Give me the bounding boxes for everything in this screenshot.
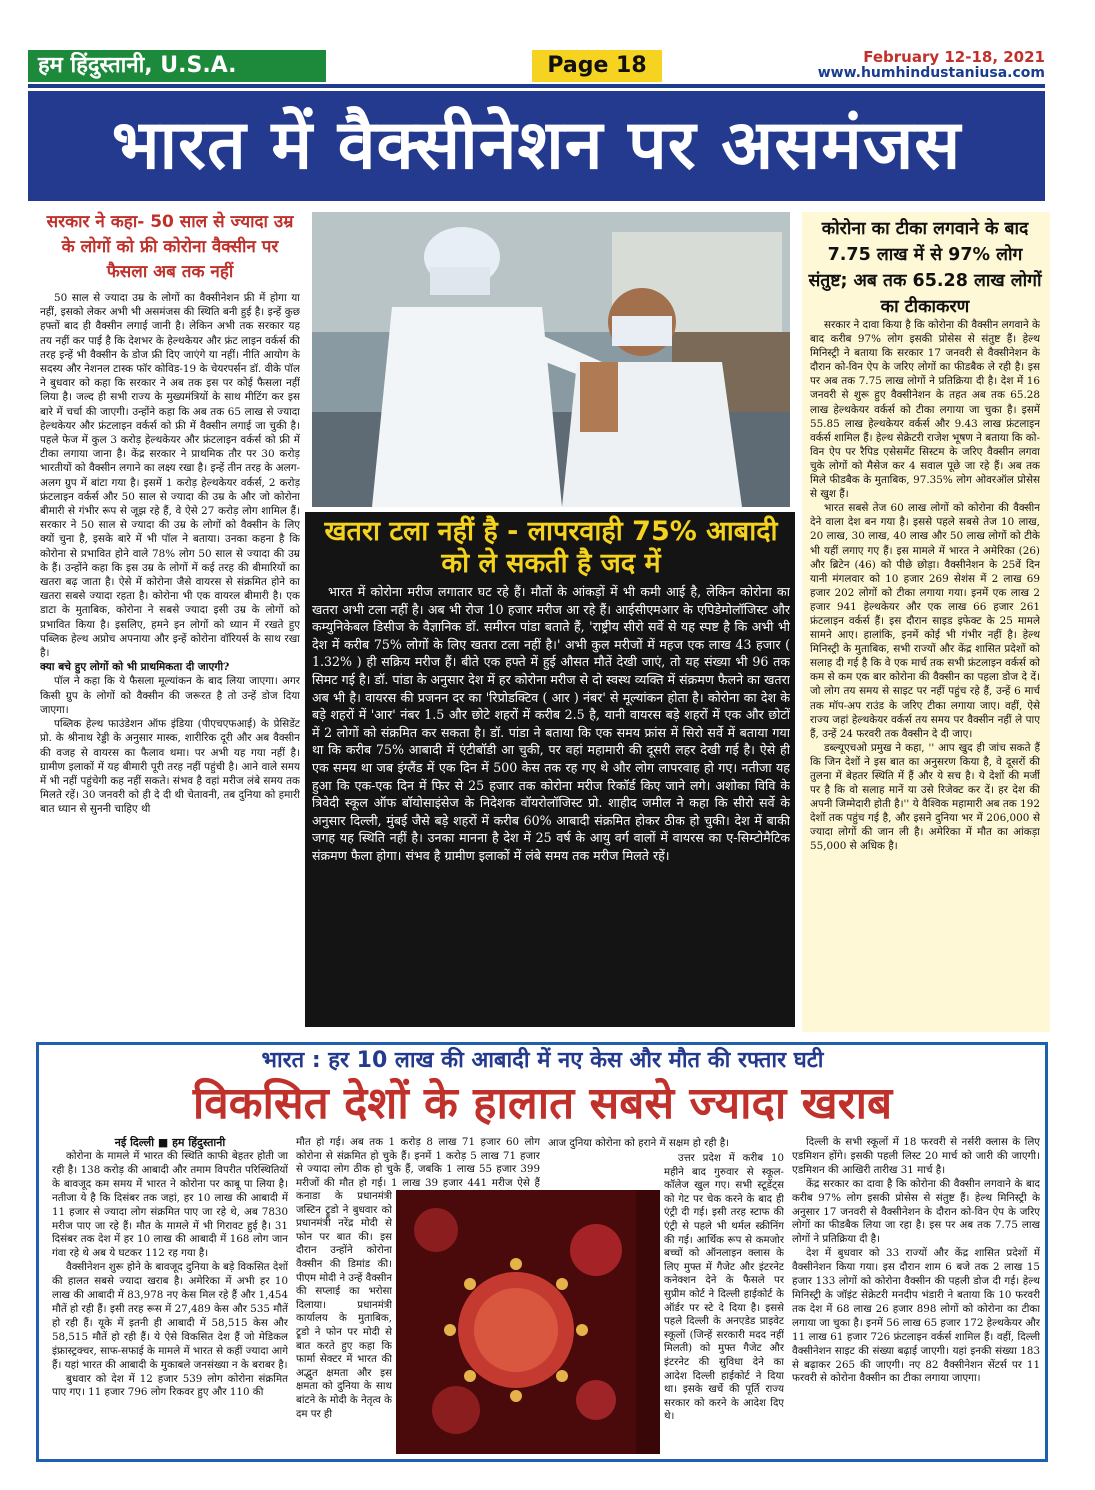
lower-article-paragraph: कोरोना के मामले में भारत की स्थिति काफी बेहतर होती जा रही है। 138 करोड़ की आबादी और तमाम विपरीत परिस्थितियों के बावजूद कम समय में भारत ने कोरोना पर काबू पा लिया है। नतीजा ये है कि दिसंबर तक जहां, हर 10 लाख की आबादी में 11 हजार से ज्यादा लोग संक्रमित पाए जा रहे थे, अब 7830 मरीज पाए जा रहे हैं। मौत के मामले में भी गिरावट हुई है। 31 दिसंबर तक देश में हर 10 लाख की आबादी में 168 लोग जान गंवा रहे थे अब ये घटकर 112 रह गया है। (52, 1150, 288, 1260)
lower-article-column-3-top (548, 1136, 784, 1152)
left-article-paragraph: पब्लिक हेल्थ फाउंडेशन ऑफ इंडिया (पीएचएफआई) के प्रेसिडेंट प्रो. के श्रीनाथ रेड्डी के अनुसार मास्क, शारीरिक दूरी और अब वैक्सीन की वजह से वायरस का फैलाव थमा। पर अभी यह गया नहीं है। ग्रामीण इलाकों में यह बीमारी पूरी तरह नहीं पहुंची है। आने वाले समय में भी नहीं पहुंचेगी कह नहीं सकते। संभव है वहां मरीज लंबे समय तक मिलते रहें। 30 जनवरी को ही दे दी थी चेतावनी, तब दुनिया को हमारी बात ध्यान से सुननी चाहिए थी (40, 718, 300, 816)
left-article-headline: सरकार ने कहा- 50 साल से ज्यादा उम्र के लोगों को फ्री कोरोना वैक्सीन पर फैसला अब तक नहीं (46, 212, 294, 282)
lower-article-paragraph: आज दुनिया कोरोना को हराने में सक्षम हो रही है। (548, 1137, 730, 1149)
coronavirus-illustration (396, 1190, 660, 1454)
right-article-headline: कोरोना का टीका लगवाने के बाद 7.75 लाख में से 97% लोग संतुष्ट; अब तक 65.28 लाख लोगों का टीकाकरण (808, 219, 1042, 317)
left-article (40, 210, 300, 1035)
center-article-paragraph: भारत में कोरोना मरीज लगातार घट रहे हैं। मौतों के आंकड़ों में भी कमी आई है, लेकिन कोरोना का खतरा अभी टला नहीं है। अब भी रोज 10 हजार मरीज आ रहे हैं। आईसीएमआर के एपिडेमोलॉजिस्ट और कम्युनिकेबल डिसीज के वैज्ञानिक डॉ. समीरन पांडा बताते हैं, 'राष्ट्रीय सीरो सर्वे से यह स्पष्ट है कि अभी भी देश में करीब 75% लोगों के लिए खतरा टला नहीं है।' अभी कुल मरीजों में महज एक लाख 43 हजार ( 1.32% ) ही सक्रिय मरीज हैं। बीते एक हफ्ते में हुई औसत मौतें देखी जाएं, तो यह संख्या भी 96 तक सिमट गई है। डॉ. पांडा के अनुसार देश में हर कोरोना मरीज से दो स्वस्थ व्यक्ति में संक्रमण फैलने का खतरा अब भी है। वायरस की प्रजनन दर का 'रिप्रोडक्टिव ( आर ) नंबर' से मूल्यांकन होता है। कोरोना का देश के बड़े शहरों में 'आर' नंबर 1.5 और छोटे शहरों में करीब 2.5 है, यानी वायरस बड़े शहरों में एक और छोटों में 2 लोगों को संक्रमित कर सकता है। डॉ. पांडा ने बताया कि एक समय फ्रांस में सिरो सर्वे में बताया गया था कि करीब 75% आबादी में एंटीबॉडी आ चुकी, पर वहां महामारी की दूसरी लहर देखी गई है। ऐसे ही एक समय था जब इंग्लैंड में एक दिन में 500 केस तक रह गए थे और लोग लापरवाह हो गए। नतीजा यह हुआ कि एक-एक दिन में फिर से 25 हजार तक कोरोना मरीज रिकॉर्ड किए जाने लगे। अशोका विवि के त्रिवेदी स्कूल ऑफ बॉयोसाइंसेज के निदेशक वॉयरोलॉजिस्ट प्रो. शाहीद जमील ने कहा कि सीरो सर्वे के अनुसार दिल्ली, मुंबई जैसे बड़े शहरों में करीब 60% आबादी संक्रमित होकर ठीक हो चुकी। देश में बाकी जगह यह स्थिति नहीं है। उनका मानना है देश में 25 वर्ष के आयु वर्ग वालों में वायरस का ए-सिम्टोमैटिक संक्रमण फैला होगा। संभव है ग्रामीण इलाकों में लंबे समय तक मरीज मिलते रहें। (312, 584, 790, 863)
lower-article-paragraph: उत्तर प्रदेश में करीब 10 महीने बाद गुरुवार से स्कूल-कॉलेज खुल गए। सभी स्टूडेंट्स को गेट पर चेक करने के बाद ही एंट्री दी गई। इसी तरह स्टाफ की एंट्री से पहले भी थर्मल स्क्रीनिंग की गई। आर्थिक रूप से कमजोर बच्चों को ऑनलाइन क्लास के लिए मुफ्त में गैजेट और इंटरनेट कनेक्शन देने के फैसले पर सुप्रीम कोर्ट ने दिल्ली हाईकोर्ट के ऑर्डर पर स्टे दे दिया है। इससे पहले दिल्ली के अनएडेड प्राइवेट स्कूलों (जिन्हें सरकारी मदद नहीं मिलती) को मुफ्त गैजेट और इंटरनेट की सुविधा देने का आदेश दिल्ली हाईकोर्ट ने दिया था। इसके खर्चे की पूर्ति राज्य सरकार को करने के आदेश दिए थे। (664, 1153, 784, 1423)
right-article-paragraph: डब्ल्यूएचओ प्रमुख ने कहा, '' आप खुद ही जांच सकते हैं कि जिन देशों ने इस बात का अनुसरण किया है, वे दूसरों की तुलना में बेहतर स्थिति में हैं और ये सच है। ये देशों की मर्जी पर है कि वो सलाह मानें या उसे रिजेक्ट कर दें। हर देश की अपनी जिम्मेदारी होती है।'' ये वैश्विक महामारी अब तक 192 देशों तक पहुंच गई है, और इसने दुनिया भर में 206,000 से ज्यादा लोगों की जान ली है। अमेरिका में मौत का आंकड़ा 55,000 से अधिक है। (810, 741, 1040, 853)
byline: नई दिल्ली ■ हम हिंदुस्तानी (114, 1136, 226, 1149)
center-article-headline: खतरा टला नहीं है - लापरवाही 75% आबादी को ले सकती है जद में (324, 516, 778, 579)
lower-article-paragraph: बुधवार को देश में 12 हजार 539 लोग कोरोना संक्रमित पाए गए। 11 हजार 796 लोग रिकवर हुए और 110 की (52, 1372, 288, 1399)
lower-article-column-2-side (296, 1190, 392, 1452)
lower-article-column-1 (52, 1136, 288, 1456)
left-article-paragraph: 50 साल से ज्यादा उम्र के लोगों का वैक्सीनेशन फ्री में होगा या नहीं, इसको लेकर अभी भी असमंजस की स्थिति बनी हुई है। इन्हें कुछ हफ्तों बाद ही वैक्सीन लगाई जानी है। लेकिन अभी तक सरकार यह तय नहीं कर पाई है कि देशभर के हेल्थकेयर और फ्रंट लाइन वर्कर्स की तरह इन्हें भी वैक्सीन के डोज फ्री दिए जाएंगे या नहीं। नीति आयोग के सदस्य और नेशनल टास्क फॉर कोविड-19 के चेयरपर्सन डॉ. वीके पॉल ने बुधवार को कहा कि सरकार ने अब तक इस पर कोई फैसला नहीं लिया है। जल्द ही सभी राज्य के मुख्यमंत्रियों के साथ मीटिंग कर इस बारे में चर्चा की जाएगी। उन्होंने कहा कि अब तक 65 लाख से ज्यादा हेल्थकेयर और फ्रंटलाइन वर्कर्स को फ्री में वैक्सीन लगाई जा चुकी है। पहले फेज में कुल 3 करोड़ हेल्थकेयर और फ्रंटलाइन वर्कर्स को फ्री में टीका लगाया जाना है। केंद्र सरकार ने प्राथमिक तौर पर 30 करोड़ भारतीयों को वैक्सीन लगाने का लक्ष्य रखा है। इन्हें तीन तरह के अलग-अलग ग्रुप में बांटा गया है। इसमें 1 करोड़ हेल्थकेयर वर्कर्स, 2 करोड़ फ्रंटलाइन वर्कर्स और 50 साल से ज्यादा की उम्र के और जो कोरोना बीमारी से गंभीर रूप से जूझ रहे हैं, वे ऐसे 27 करोड़ लोग शामिल हैं। सरकार ने 50 साल से ज्यादा की उम्र के लोगों को वैक्सीन के लिए क्यों चुना है, इसके बारे में भी पॉल ने बताया। उनका कहना है कि कोरोना से प्रभावित होने वाले 78% लोग 50 साल से ज्यादा की उम्र के हैं। उन्होंने कहा कि इस उम्र के लोगों में कई तरह की बीमारियों का खतरा बढ़ जाता है। ऐसे में कोरोना जैसे वायरस से संक्रमित होने का खतरा सबसे ज्यादा रहता है। कोरोना भी एक वायरल बीमारी है। एक डाटा के मुताबिक, कोरोना ने सबसे ज्यादा इसी उम्र के लोगों को प्रभावित किया है। इसलिए, हमने इन लोगों को ध्यान में रखते हुए पब्लिक हेल्थ अप्रोच अपनाया और इन्हें कोरोना वॉरियर्स के साथ रखा है। (40, 292, 300, 660)
lower-article-paragraph: मौत हो गई। अब तक 1 करोड़ 8 लाख 71 हजार 60 लोग कोरोना से संक्रमित हो चुके हैं। इनमें 1 करोड़ 5 लाख 71 हजार से ज्यादा लोग ठीक हो चुके हैं, जबकि 1 लाख 55 हजार 399 मरीजों की मौत हो गई। 1 लाख 39 हजार 441 मरीज ऐसे हैं (296, 1136, 540, 1189)
masthead: हम हिंदुस्तानी, U.S.A. (28, 50, 326, 82)
lower-article-column-2-top (296, 1136, 540, 1190)
lower-article-column-4 (792, 1136, 1040, 1456)
left-article-subheading: क्या बचे हुए लोगों को भी प्राथमिकता दी जाएगी? (40, 661, 230, 674)
lower-article-paragraph: वैक्सीनेशन शुरू होने के बावजूद दुनिया के बड़े विकसित देशों की हालत सबसे ज्यादा खराब है। अमेरिका में अभी हर 10 लाख की आबादी में 83,978 नए केस मिल रहे हैं और 1,454 मौतें हो रही हैं। इसी तरह रूस में 27,489 केस और 535 मौतें हो रही हैं। यूके में इतनी ही आबादी में 58,515 केस और 58,515 मौतें हो रही हैं। ये ऐसे विकसित देश हैं जो मेडिकल इंफ्रास्ट्रक्चर, साफ-सफाई के मामले में भारत से कहीं ज्यादा आगे हैं। यहां भारत की आबादी के मुकाबले जनसंख्या न के बराबर है। (52, 1261, 288, 1371)
issue-date: February 12-18, 2021 (863, 48, 1045, 66)
vaccination-photo (312, 212, 790, 507)
lower-article-column-3-side (664, 1152, 784, 1454)
lower-article-paragraph: कनाडा के प्रधानमंत्री जस्टिन ट्रूडो ने बुधवार को प्रधानमंत्री नरेंद्र मोदी से फोन पर बात की। इस दौरान उन्होंने कोरोना वैक्सीन की डिमांड की। पीएम मोदी ने उन्हें वैक्सीन की सप्लाई का भरोसा दिलाया। प्रधानमंत्री कार्यालय के मुताबिक, ट्रूडो ने फोन पर मोदी से बात करते हुए कहा कि फार्मा सेक्टर में भारत की अद्भुत क्षमता और इस क्षमता को दुनिया के साथ बांटने के मोदी के नेतृत्व के दम पर ही (296, 1191, 392, 1420)
right-article-paragraph: भारत सबसे तेज 60 लाख लोगों को कोरोना की वैक्सीन देने वाला देश बन गया है। इससे पहले सबसे तेज 10 लाख, 20 लाख, 30 लाख, 40 लाख और 50 लाख लोगों को टीके भी यहीं लगाए गए हैं। इस मामले में भारत ने अमेरिका (26) और ब्रिटेन (46) को पीछे छोड़ा। वैक्सीनेशन के 25वें दिन यानी मंगलवार को 10 हजार 269 सेशंस में 2 लाख 69 हजार 202 लोगों को टीका लगाया गया। इनमें एक लाख 2 हजार 941 हेल्थकेयर और एक लाख 66 हजार 261 फ्रंटलाइन वर्कर्स हैं। इस दौरान साइड इफेक्ट के 25 मामले सामने आए। हालांकि, इनमें कोई भी गंभीर नहीं है। हेल्थ मिनिस्ट्री के मुताबिक, सभी राज्यों और केंद्र शासित प्रदेशों को सलाह दी गई है कि वे एक मार्च तक सभी फ्रंटलाइन वर्कर्स को कम से कम एक बार कोरोना की वैक्सीन का पहला डोज दे दें। जो लोग तय समय से साइट पर नहीं पहुंच रहे हैं, उन्हें 6 मार्च तक मॉप-अप राउंड के जरिए टीका लगाया जाए। वहीं, ऐसे राज्य जहां हेल्थकेयर वर्कर्स तय समय पर वैक्सीन नहीं ले पाए हैं, उन्हें 24 फरवरी तक वैक्सीन दे दी जाए। (810, 502, 1040, 740)
lower-article-paragraph: देश में बुधवार को 33 राज्यों और केंद्र शासित प्रदेशों में वैक्सीनेशन किया गया। इस दौरान शाम 6 बजे तक 2 लाख 15 हजार 133 लोगों को कोरोना वैक्सीन की पहली डोज दी गई। हेल्थ मिनिस्ट्री के जॉइंट सेक्रेटरी मनदीप भंडारी ने बताया कि 10 फरवरी तक देश में 68 लाख 26 हजार 898 लोगों को कोरोना का टीका लगाया जा चुका है। इनमें 56 लाख 65 हजार 172 हेल्थकेयर और 11 लाख 61 हजार 726 फ्रंटलाइन वर्कर्स शामिल हैं। वहीं, दिल्ली वैक्सीनेशन साइट की संख्या बढ़ाई जाएगी। यहां इनकी संख्या 183 से बढ़ाकर 265 की जाएगी। नए 82 वैक्सीनेशन सेंटर्स पर 11 फरवरी से कोरोना वैक्सीन का टीका लगाया जाएगा। (792, 1247, 1040, 1385)
left-article-paragraph: पॉल ने कहा कि ये फैसला मूल्यांकन के बाद लिया जाएगा। अगर किसी ग्रुप के लोगों को वैक्सीन की जरूरत है तो उन्हें डोज दिया जाएगा। (40, 675, 300, 716)
lower-article-paragraph: केंद्र सरकार का दावा है कि कोरोना की वैक्सीन लगवाने के बाद करीब 97% लोग इसकी प्रोसेस से संतुष्ट हैं। हेल्थ मिनिस्ट्री के अनुसार 17 जनवरी से वैक्सीनेशन के दौरान को-विन ऐप के जरिए लोगों का फीडबैक लिया जा रहा है। इस पर अब तक 7.75 लाख लोगों ने प्रतिक्रिया दी है। (792, 1177, 1040, 1246)
lower-article-headline: विकसित देशों के हालात सबसे ज्यादा खराब (192, 1078, 893, 1129)
lower-article-kicker: भारत : हर 10 लाख की आबादी में नए केस और मौत की रफ्तार घटी (261, 1048, 824, 1073)
main-headline: भारत में वैक्सीनेशन पर असमंजस (28, 91, 1045, 201)
website-link[interactable]: www.humhindustaniusa.com (817, 65, 1045, 81)
right-article-body (810, 318, 1040, 1028)
header-rule (28, 84, 1045, 88)
center-article-body (312, 583, 790, 1023)
lower-article-paragraph: दिल्ली के सभी स्कूलों में 18 फरवरी से नर्सरी क्लास के लिए एडमिशन होंगे। इसकी पहली लिस्ट 20 मार्च को जारी की जाएगी। एडमिशन की आखिरी तारीख 31 मार्च है। (792, 1136, 1040, 1176)
page-number: Page 18 (532, 50, 662, 82)
right-article-paragraph: सरकार ने दावा किया है कि कोरोना की वैक्सीन लगवाने के बाद करीब 97% लोग इसकी प्रोसेस से संतुष्ट हैं। हेल्थ मिनिस्ट्री ने बताया कि सरकार 17 जनवरी से वैक्सीनेशन के दौरान को-विन ऐप के जरिए लोगों का फीडबैक ले रही है। इस पर अब तक 7.75 लाख लोगों ने प्रतिक्रिया दी है। देश में 16 जनवरी से शुरू हुए वैक्सीनेशन के तहत अब तक 65.28 लाख हेल्थकेयर वर्कर्स को टीका लगाया जा चुका है। इसमें 55.85 लाख हेल्थकेयर वर्कर्स और 9.43 लाख फ्रंटलाइन वर्कर्स शामिल हैं। हेल्थ सेक्रेटरी राजेश भूषण ने बताया कि को-विन ऐप पर रैपिड एसेसमेंट सिस्टम के जरिए वैक्सीन लगवा चुके लोगों को मैसेज कर 4 सवाल पूछे जा रहे हैं। अब तक मिले फीडबैक के मुताबिक, 97.35% लोग ओवरऑल प्रोसेस से खुश हैं। (810, 319, 1040, 501)
